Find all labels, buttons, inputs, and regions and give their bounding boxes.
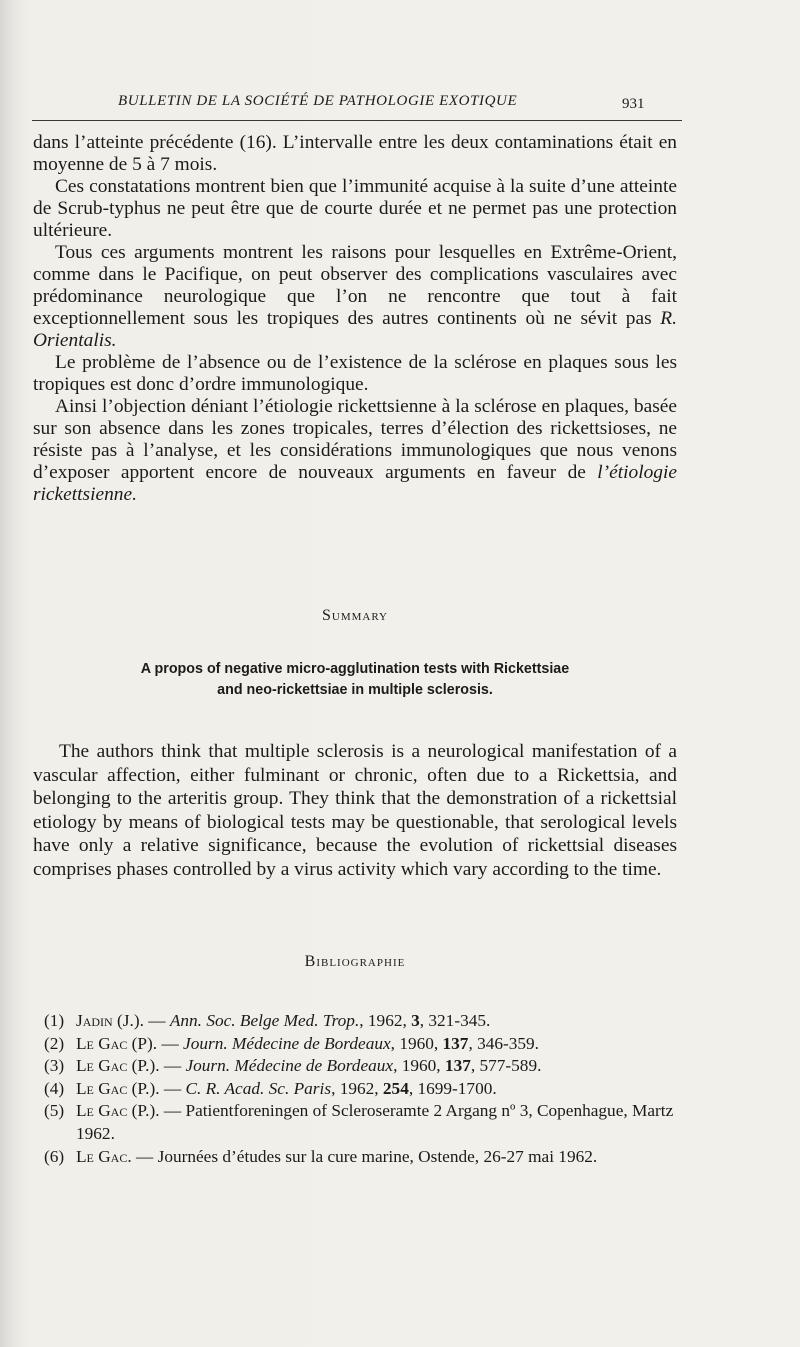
summary-subtitle — [0, 659, 710, 701]
reference-volume: 3 — [411, 1011, 420, 1030]
body-text — [33, 132, 677, 506]
reference-source: Ann. Soc. Belge Med. Trop. — [169, 1011, 360, 1030]
reference-year: , 1960, — [390, 1033, 443, 1053]
reference-separator: — — [159, 1101, 186, 1121]
reference-author: Jadin (J.). — [76, 1011, 144, 1030]
reference-number: (5) — [44, 1101, 65, 1121]
reference-item — [44, 1055, 680, 1078]
reference-item — [44, 1010, 680, 1033]
reference-pages: , 1699-1700. — [408, 1078, 497, 1098]
reference-separator: — — [159, 1056, 186, 1076]
summary-subtitle-line-2: and neo-rickettsiae in multiple sclerosis. — [217, 682, 493, 698]
paragraph-1: dans l’atteinte précédente (16). L’intervalle entre les deux contaminations était en moyenne de 5 à 7 mois. — [33, 132, 677, 175]
paragraph-5-text: Ainsi l’objection déniant l’étiologie rickettsienne à la sclérose en plaques, basée sur son absence dans les zones tropicales, terres d’élection des rickettsioses, ne résiste pas à l’analyse, et les considérations immunologiques que nous venons d’exposer apportent encore de nouveaux arguments en faveur de — [33, 396, 677, 483]
paragraph-5 — [33, 396, 677, 506]
reference-pages: , 346-359. — [468, 1033, 539, 1053]
header-rule — [32, 120, 682, 121]
reference-number: (4) — [44, 1078, 65, 1098]
reference-volume: 137 — [442, 1033, 469, 1053]
reference-author: Le Gac (P.). — [76, 1078, 160, 1098]
page-number: 931 — [622, 96, 645, 112]
reference-list — [44, 1010, 680, 1168]
reference-volume: 254 — [382, 1078, 409, 1098]
reference-number: (6) — [44, 1146, 65, 1166]
paragraph-3-species: R. Orientalis. — [33, 308, 677, 351]
paragraph-3 — [33, 242, 677, 352]
reference-title: Journées d’études sur la cure marine, Ostende, 26-27 mai 1962. — [157, 1146, 598, 1166]
reference-year: , 1962, — [359, 1011, 412, 1030]
running-header: BULLETIN DE LA SOCIÉTÉ DE PATHOLOGIE EXOTIQUE — [118, 93, 518, 109]
reference-volume: 137 — [444, 1056, 471, 1076]
paragraph-2: Ces constatations montrent bien que l’immunité acquise à la suite d’une atteinte de Scrub-typhus ne peut être que de courte durée et ne permet pas une protection ultérieure. — [33, 176, 677, 241]
reference-number: (1) — [44, 1011, 65, 1030]
reference-source: C. R. Acad. Sc. Paris — [185, 1078, 332, 1098]
reference-separator: — — [143, 1011, 170, 1030]
reference-item — [44, 1100, 680, 1145]
summary-text: The authors think that multiple sclerosis is a neurological manifestation of a vascular affection, either fulminant or chronic, often due to a Rickettsia, and belonging to the arteritis group. They think that the demonstration of a rickettsial etiology by means of biological tests may be questionable, that serological levels have only a relative significance, because the evolution of rickettsial diseases comprises phases controlled by a virus activity which vary according to the time. — [33, 741, 677, 880]
summary-subtitle-line-1: A propos of negative micro-agglutination tests with Rickettsiae — [140, 661, 570, 677]
reference-year: , 1960, — [393, 1056, 445, 1076]
reference-separator: — — [131, 1146, 158, 1166]
reference-year: , 1962, — [331, 1078, 383, 1098]
reference-source: Journ. Médecine de Bordeaux — [185, 1056, 394, 1076]
reference-author: Le Gac (P). — [76, 1033, 158, 1053]
reference-author: Le Gac (P.). — [76, 1101, 160, 1121]
reference-number: (2) — [44, 1033, 65, 1053]
reference-item — [44, 1146, 680, 1169]
reference-separator: — — [157, 1033, 184, 1053]
paragraph-4: Le problème de l’absence ou de l’existence de la sclérose en plaques sous les tropiques est donc d’ordre immunologique. — [33, 352, 677, 395]
reference-item — [44, 1078, 680, 1101]
reference-title: Patientforeningen of Scleroseramte 2 Argang nº 3, Copenhague, Martz 1962. — [76, 1101, 674, 1143]
reference-item — [44, 1033, 680, 1056]
reference-author: Le Gac (P.). — [76, 1056, 160, 1076]
reference-number: (3) — [44, 1056, 65, 1076]
reference-pages: , 577-589. — [470, 1056, 542, 1076]
summary-heading: Summary — [321, 607, 389, 624]
reference-pages: , 321-345. — [419, 1011, 491, 1030]
reference-author: Le Gac. — [76, 1146, 132, 1166]
bibliography-heading: Bibliographie — [304, 953, 406, 970]
paragraph-3-text: Tous ces arguments montrent les raisons pour lesquelles en Extrême-Orient, comme dans le Pacifique, on peut observer des complications vasculaires avec prédominance neurologique que l’on ne rencontre que tout à fait exceptionnellement sous les tropiques des autres continents où ne sévit pas — [33, 242, 677, 329]
reference-source: Journ. Médecine de Bordeaux — [183, 1033, 391, 1053]
reference-separator: — — [159, 1078, 186, 1098]
paragraph-5-emphasis: l’étiologie rickettsienne. — [33, 462, 677, 505]
